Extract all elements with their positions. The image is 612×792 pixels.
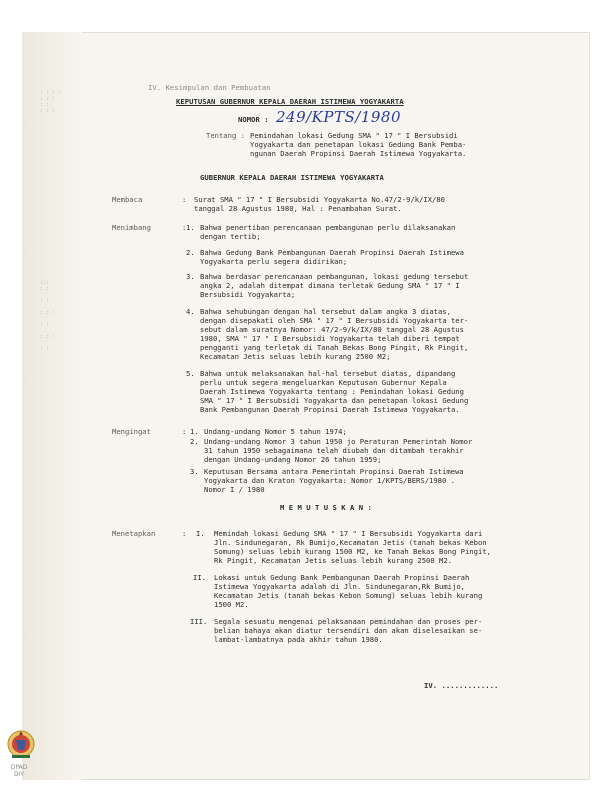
menetapkan-item-text: Memindah lokasi Gedung SMA " 17 " I Bersubsidi Yogyakarta dari Jln. Sindunegaran, Rk Bumijo,Kecamatan Jetis (tanah bekas Kebon Somung) seluas lebih kurang 1500 M2, ke Tanah Bekas Bong Pingit, Rk Pingit, Kecamatan Jetis seluas lebih kurang 2500 M2. xyxy=(214,529,491,565)
menimbang-item-text: Bahwa Gedung Bank Pembangunan Daerah Propinsi Daerah Istimewa Yogyakarta perlu segera didirikan; xyxy=(200,248,464,266)
menimbang-item-text: Bahwa sehubungan dengan hal tersebut dalam angka 3 diatas, dengan disepakati oleh SMA " 17 " I Bersubsidi Yogyakarta ter- sebut dalam suratnya Nomor: 47/2-9/k/IX/80 tanggal 28 Agustus 1980, SMA " 17 " I Bersubsidi Yogyakarta telah diberi tempat pengganti yang terletak di Tanah Bekas Bong Pingit, Rk Pingit, Kecamatan Jetis seluas lebih kurang 2500 M2; xyxy=(200,307,469,361)
document-title: KEPUTUSAN GUBERNUR KEPALA DAERAH ISTIMEWA YOGYAKARTA xyxy=(176,97,404,106)
menimbang-label: Menimbang xyxy=(112,223,151,232)
menimbang-item-number: 4. xyxy=(186,307,195,316)
menimbang-item-text: Bahwa untuk melaksanakan hal-hal tersebut diatas, dipandang perlu untuk segera mengeluarkan Keputusan Gubernur Kepala Daerah Istimewa Yogyakarta tentang : Pemindahan lokasi Gedung SMA " 17 " I Bersubsidi Yogyakarta dan penetapan lokasi Gedung Bank Pembangunan Daerah Propinsi Daerah Istimewa Yogyakarta. xyxy=(200,369,469,414)
menimbang-item-number: 5. xyxy=(186,369,195,378)
menetapkan-item-number: I. xyxy=(196,529,205,538)
issuer-heading: GUBERNUR KEPALA DAERAH ISTIMEWA YOGYAKARTA xyxy=(200,173,384,182)
mengingat-item-number: 2. xyxy=(190,437,199,446)
mengingat-item-number: 3. xyxy=(190,467,199,476)
tentang-label: Tentang : xyxy=(206,131,245,140)
continuation-marker: IV. ............. xyxy=(424,681,499,690)
mengingat-item-text: Undang-undang Nomor 3 tahun 1950 jo Peraturan Pemerintah Nomor 31 tahun 1950 sebagaimana telah diubah dan ditambah terakhir dengan Undang-undang Nomor 26 tahun 1959; xyxy=(204,437,473,464)
colon-mark: : xyxy=(182,195,187,204)
menetapkan-item-number: II. xyxy=(193,573,206,582)
colon-mark: : xyxy=(182,427,187,436)
memutuskan-heading: M E M U T U S K A N : xyxy=(280,503,372,512)
colon-mark: : xyxy=(182,223,187,232)
menetapkan-label: Menetapkan xyxy=(112,529,156,538)
menetapkan-item-text: Segala sesuatu mengenai pelaksanaan pemindahan dan proses per- belian bahaya akan diatur tersendiri dan akan diselesaikan se- lambat-lambatnya pada akhir tahun 1980. xyxy=(214,617,483,644)
menimbang-item-number: 2. xyxy=(186,248,195,257)
mengingat-label: Mengingat xyxy=(112,427,151,436)
tentang-text: Pemindahan lokasi Gedung SMA " 17 " I Bersubsidi Yogyakarta dan penetapan lokasi Gedung Bank Pemba- ngunan Daerah Propinsi Daerah Istimewa Yogyakarta. xyxy=(250,131,467,158)
top-fragment: IV. Kesimpulan dan Pembuatan xyxy=(148,83,271,92)
menetapkan-item-text: Lokasi untuk Gedung Bank Pembangunan Daerah Propinsi Daerah Istimewa Yogyakarta adalah di Jln. Sindunegaran,Rk Bumijo, Kecamatan Jetis (tanah bekas Kebon Somung) seluas lebih kurang 1500 M2. xyxy=(214,573,483,609)
membaca-label: Membaca xyxy=(112,195,143,204)
menimbang-item-number: 1. xyxy=(186,223,195,232)
mengingat-item-text: Keputusan Bersama antara Pemerintah Propinsi Daerah Istimewa Yogyakarta dan Kraton Yogyakarta: Nomor 1/KPTS/BERS/1980 . Nomor I / 1980 xyxy=(204,467,464,494)
nomor-label: NOMOR : xyxy=(238,115,269,124)
menimbang-item-number: 3. xyxy=(186,272,195,281)
handwritten-number: 249/KPTS/1980 xyxy=(276,108,401,126)
mengingat-item-text: Undang-undang Nomor 5 tahun 1974; xyxy=(204,427,347,436)
menetapkan-item-number: III. xyxy=(190,617,208,626)
colon-mark: : xyxy=(182,529,187,538)
menimbang-item-text: Bahwa penertiban perencanaan pembangunan perlu dilaksanakan dengan tertib; xyxy=(200,223,456,241)
archive-caption: DPAD DIY xyxy=(10,764,28,778)
bleed-through-marks: ::: : : : : : : : : : : : : : : xyxy=(40,280,56,352)
membaca-text: Surat SMA " 17 " I Bersubsidi Yogyakarta No.47/2-9/k/IX/80 tanggal 28 Agustus 1980, Hal : Penambahan Surat. xyxy=(194,195,445,213)
menimbang-item-text: Bahwa berdasar perencanaan pembangunan, lokasi gedung tersebut angka 2, adalah ditempat dimana terletak Gedung SMA " 17 " I Bersubsidi Yogyakarta; xyxy=(200,272,469,299)
mengingat-item-number: 1. xyxy=(190,427,199,436)
page-edge-shadow xyxy=(22,32,82,780)
bleed-through-marks: : : : : : : : : : : : : xyxy=(40,90,62,114)
